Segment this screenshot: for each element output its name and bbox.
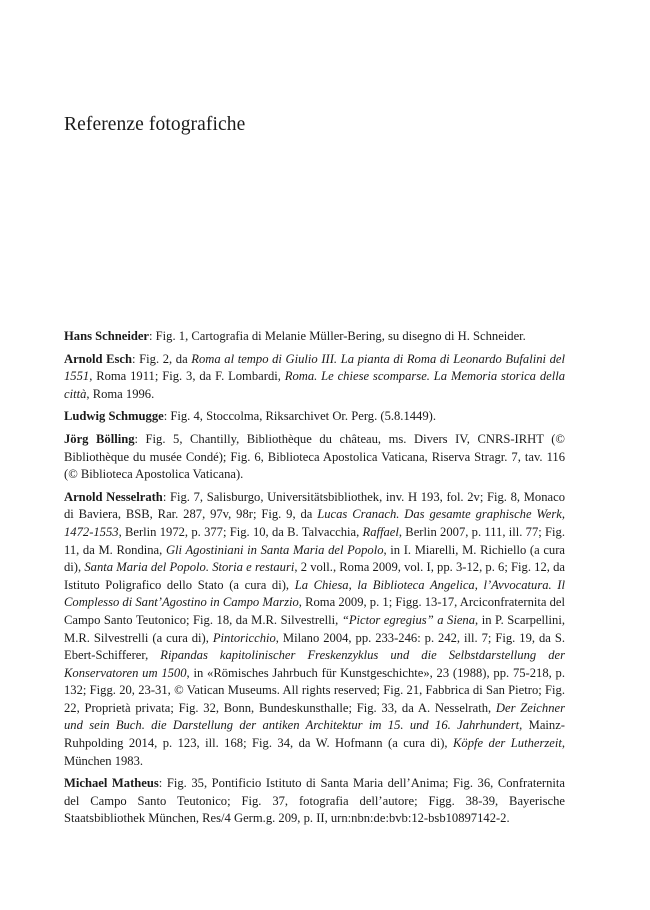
credit-citation-title: Gli Agostiniani in Santa Maria del Popolo (165, 542, 384, 557)
credit-text: , Berlin 2007, p. 111, ill. 77; Fig. 11, da M. Rondina, (64, 524, 565, 557)
credit-text: , Berlin 1972, p. 377; Fig. 10, da B. Talvacchia, (118, 524, 363, 539)
credit-entry (64, 489, 565, 771)
credit-text: , Roma 2009, p. 1; Figg. 13-17, Arciconfraternita del Campo Santo Teutonico; Fig. 18, da M.R. Silvestrelli, (64, 595, 565, 627)
credit-citation-title: “Pictor egregius” a Siena (341, 612, 476, 627)
credit-author-name: Michael Matheus (64, 776, 159, 791)
page-title: Referenze fotografiche (64, 114, 246, 135)
credit-text: , 2 voll., Roma 2009, vol. I, pp. 3-12, p. 6; Fig. 12, da Istituto Poligrafico dello Stato (a cura di), (64, 560, 565, 592)
credit-author-name: Hans Schneider (64, 329, 150, 343)
credit-citation-title: Köpfe der Lutherzeit (453, 736, 562, 751)
credit-citation-title: Lucas Cranach. Das gesamte graphische Werk, 1472-1553 (64, 507, 565, 539)
credit-citation-title: Santa Maria del Popolo. Storia e restauri (84, 560, 295, 575)
credit-text: : Fig. 35, Pontificio Istituto di Santa Maria dell’Anima; Fig. 36, Confraternita del Campo Santo Teutonico; Fig. 37, fotografia dell’autore; Figg. 38-39, Bayerische Staatsbibliothek München, Res/4 Germ.g. 209, p. II, urn:nbn:de:bvb:12-bsb10897142-2. (64, 776, 565, 826)
credit-entry (64, 431, 565, 484)
credit-text: : Fig. 7, Salisburgo, Universitätsbibliothek, inv. H 193, fol. 2v; Fig. 8, Monaco di Baviera, BSB, Rar. 287, 97v, 98r; Fig. 9, da (64, 489, 565, 522)
credit-text: , Milano 2004, pp. 233-246: p. 242, ill. 7; Fig. 19, da S. Ebert-Schifferer, (64, 630, 565, 663)
photo-credits-list (64, 328, 565, 833)
credit-text: , München 1983. (64, 736, 565, 768)
credit-text: , Roma 1996. (86, 386, 155, 401)
credit-entry (64, 328, 565, 346)
credit-text: : Fig. 2, da (132, 351, 192, 366)
credit-citation-title: Roma al tempo di Giulio III. La pianta di Roma di Leonardo Bufalini del 1551 (64, 351, 566, 384)
credit-citation-title: Raffael (362, 524, 399, 539)
credit-text: : Fig. 1, Cartografia di Melanie Müller-Bering, su disegno di H. Schneider. (149, 329, 526, 343)
credit-text: , in P. Scarpellini, M.R. Silvestrelli (a cura di), (64, 612, 565, 645)
credit-citation-title: Der Zeichner und sein Buch. die Darstellung der antiken Architektur im 15. und 16. Jahrhundert (64, 700, 565, 733)
credit-text: , Mainz-Ruhpolding 2014, p. 123, ill. 168; Fig. 34, da W. Hofmann (a cura di), (64, 718, 565, 751)
credit-entry (64, 408, 565, 426)
credit-entry (64, 775, 565, 828)
credit-text: , Roma 1911; Fig. 3, da F. Lombardi, (89, 369, 285, 384)
credit-citation-title: Ripandas kapitolinischer Freskenzyklus und die Selbstdarstellung der Konservatoren um 1500 (64, 648, 565, 680)
credit-text: , in «Römisches Jahrbuch für Kunstgeschichte», 23 (1988), pp. 75-218, p. 132; Figg. 20, 23-31, © Vatican Museums. All rights reserved; Fig. 21, Fabbrica di San Pietro; Fig. 22, Proprietà privata; Fig. 32, Bonn, Bundeskunsthalle; Fig. 33, da A. Nesselrath, (64, 665, 566, 715)
credit-text: : Fig. 5, Chantilly, Bibliothèque du château, ms. Divers IV, CNRS-IRHT (© Bibliothèque du musée Condé); Fig. 6, Biblioteca Apostolica Vaticana, Riserva Stragr. 7, tav. 116 (© Biblioteca Apostolica Vaticana). (64, 431, 565, 482)
credit-author-name: Arnold Nesselrath (64, 489, 163, 504)
credit-entry (64, 351, 565, 404)
credit-author-name: Ludwig Schmugge (64, 409, 164, 424)
credit-text: : Fig. 4, Stoccolma, Riksarchivet Or. Perg. (5.8.1449). (163, 409, 436, 424)
credit-citation-title: Roma. Le chiese scomparse. La Memoria storica della città (64, 369, 566, 401)
credit-citation-title: La Chiesa, la Biblioteca Angelica, l’Avvocatura. Il Complesso di Sant’Agostino in Campo Marzio (64, 577, 565, 610)
credit-author-name: Arnold Esch (64, 351, 133, 366)
credit-text: , in I. Miarelli, M. Richiello (a cura di), (64, 542, 566, 575)
credit-citation-title: Pintoricchio (212, 630, 276, 645)
credit-author-name: Jörg Bölling (64, 431, 135, 446)
